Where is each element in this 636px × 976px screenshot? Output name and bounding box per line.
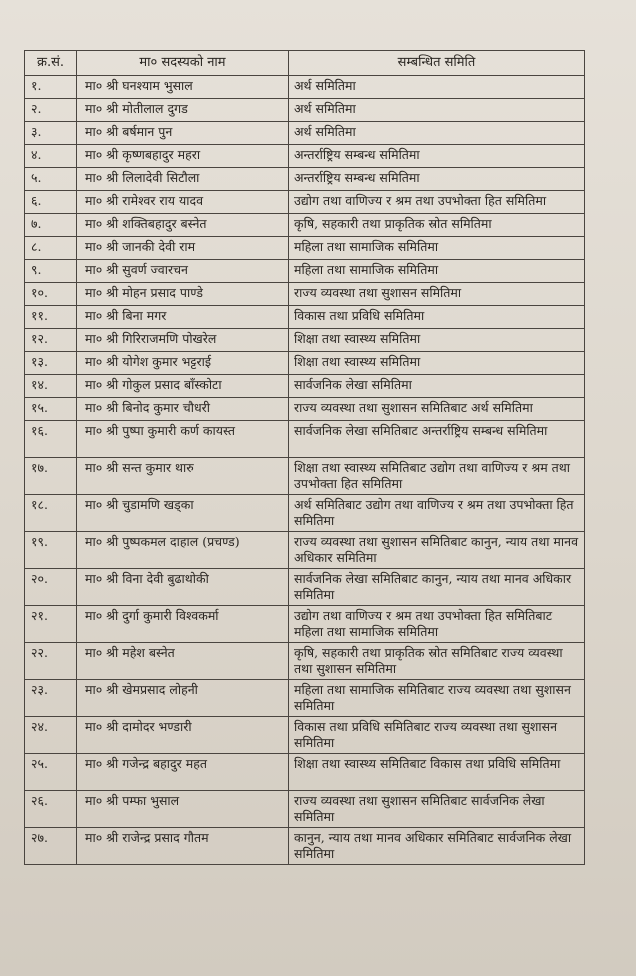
serial-cell: ४. [25, 145, 77, 168]
table-row [25, 306, 585, 329]
serial-cell: ११. [25, 306, 77, 329]
serial-cell: १५. [25, 398, 77, 421]
serial-cell: १९. [25, 532, 77, 569]
committee-cell: सार्वजनिक लेखा समितिबाट अन्तर्राष्ट्रिय सम्बन्ध समितिमा [289, 421, 585, 458]
committee-cell: उद्योग तथा वाणिज्य र श्रम तथा उपभोक्ता हित समितिमा [289, 191, 585, 214]
member-name-cell: मा० श्री बिनोद कुमार चौधरी [77, 398, 289, 421]
committee-cell: शिक्षा तथा स्वास्थ्य समितिमा [289, 352, 585, 375]
serial-cell: १२. [25, 329, 77, 352]
table-row [25, 458, 585, 495]
committee-table [24, 50, 585, 865]
table-row [25, 283, 585, 306]
serial-cell: ९. [25, 260, 77, 283]
serial-cell: ५. [25, 168, 77, 191]
member-name-cell: मा० श्री सन्त कुमार थारु [77, 458, 289, 495]
committee-cell: कृषि, सहकारी तथा प्राकृतिक स्रोत समितिमा [289, 214, 585, 237]
table-row [25, 352, 585, 375]
committee-cell: राज्य व्यवस्था तथा सुशासन समितिबाट कानुन, न्याय तथा मानव अधिकार समितिमा [289, 532, 585, 569]
committee-cell: अर्थ समितिमा [289, 99, 585, 122]
member-name-cell: मा० श्री विना देवी बुढाथोकी [77, 569, 289, 606]
committee-cell: अर्थ समितिमा [289, 76, 585, 99]
table-row [25, 168, 585, 191]
committee-cell: राज्य व्यवस्था तथा सुशासन समितिबाट अर्थ समितिमा [289, 398, 585, 421]
table-row [25, 606, 585, 643]
member-name-cell: मा० श्री खेमप्रसाद लोहनी [77, 680, 289, 717]
table-row [25, 398, 585, 421]
member-name-cell: मा० श्री महेश बस्नेत [77, 643, 289, 680]
member-name-cell: मा० श्री शक्तिबहादुर बस्नेत [77, 214, 289, 237]
member-name-cell: मा० श्री रामेश्वर राय यादव [77, 191, 289, 214]
member-name-cell: मा० श्री दामोदर भण्डारी [77, 717, 289, 754]
member-name-cell: मा० श्री बर्षमान पुन [77, 122, 289, 145]
member-name-cell: मा० श्री योगेश कुमार भट्टराई [77, 352, 289, 375]
serial-cell: ३. [25, 122, 77, 145]
committee-cell: उद्योग तथा वाणिज्य र श्रम तथा उपभोक्ता हित समितिबाट महिला तथा सामाजिक समितिमा [289, 606, 585, 643]
serial-cell: १. [25, 76, 77, 99]
serial-cell: १४. [25, 375, 77, 398]
table-row [25, 717, 585, 754]
member-name-cell: मा० श्री बिना मगर [77, 306, 289, 329]
committee-cell: सार्वजनिक लेखा समितिमा [289, 375, 585, 398]
committee-cell: शिक्षा तथा स्वास्थ्य समितिबाट विकास तथा प्रविधि समितिमा [289, 754, 585, 791]
committee-cell: महिला तथा सामाजिक समितिमा [289, 260, 585, 283]
table-row [25, 76, 585, 99]
serial-cell: १७. [25, 458, 77, 495]
member-name-cell: मा० श्री चुडामणि खड्का [77, 495, 289, 532]
serial-cell: १८. [25, 495, 77, 532]
serial-cell: २६. [25, 791, 77, 828]
member-name-cell: मा० श्री सुवर्ण ज्वारचन [77, 260, 289, 283]
member-name-cell: मा० श्री पुष्पकमल दाहाल (प्रचण्ड) [77, 532, 289, 569]
committee-cell: महिला तथा सामाजिक समितिमा [289, 237, 585, 260]
table-row [25, 532, 585, 569]
table-row [25, 495, 585, 532]
table-row [25, 421, 585, 458]
committee-cell: शिक्षा तथा स्वास्थ्य समितिमा [289, 329, 585, 352]
member-name-cell: मा० श्री जानकी देवी राम [77, 237, 289, 260]
serial-cell: ६. [25, 191, 77, 214]
committee-cell: राज्य व्यवस्था तथा सुशासन समितिबाट सार्वजनिक लेखा समितिमा [289, 791, 585, 828]
table-row [25, 680, 585, 717]
member-name-cell: मा० श्री पम्फा भुसाल [77, 791, 289, 828]
serial-cell: ७. [25, 214, 77, 237]
committee-cell: विकास तथा प्रविधि समितिमा [289, 306, 585, 329]
committee-cell: कानुन, न्याय तथा मानव अधिकार समितिबाट सार्वजनिक लेखा समितिमा [289, 828, 585, 865]
header-member-name: मा० सदस्यको नाम [77, 51, 289, 76]
serial-cell: २७. [25, 828, 77, 865]
member-name-cell: मा० श्री घनश्याम भुसाल [77, 76, 289, 99]
table-row [25, 828, 585, 865]
committee-cell: शिक्षा तथा स्वास्थ्य समितिबाट उद्योग तथा वाणिज्य र श्रम तथा उपभोक्ता हित समितिमा [289, 458, 585, 495]
member-name-cell: मा० श्री लिलादेवी सिटौला [77, 168, 289, 191]
member-name-cell: मा० श्री कृष्णबहादुर महरा [77, 145, 289, 168]
committee-cell: सार्वजनिक लेखा समितिबाट कानुन, न्याय तथा मानव अधिकार समितिमा [289, 569, 585, 606]
committee-cell: अन्तर्राष्ट्रिय सम्बन्ध समितिमा [289, 168, 585, 191]
table-row [25, 643, 585, 680]
committee-cell: अर्थ समितिबाट उद्योग तथा वाणिज्य र श्रम तथा उपभोक्ता हित समितिमा [289, 495, 585, 532]
table-row [25, 329, 585, 352]
table-row [25, 99, 585, 122]
table-header-row [25, 51, 585, 76]
committee-cell: विकास तथा प्रविधि समितिबाट राज्य व्यवस्था तथा सुशासन समितिमा [289, 717, 585, 754]
member-name-cell: मा० श्री पुष्पा कुमारी कर्ण कायस्त [77, 421, 289, 458]
table-row [25, 145, 585, 168]
serial-cell: २१. [25, 606, 77, 643]
serial-cell: २३. [25, 680, 77, 717]
serial-cell: २०. [25, 569, 77, 606]
table-row [25, 191, 585, 214]
member-name-cell: मा० श्री मोतीलाल दुगड [77, 99, 289, 122]
serial-cell: २५. [25, 754, 77, 791]
serial-cell: १०. [25, 283, 77, 306]
member-name-cell: मा० श्री गोकुल प्रसाद बाँस्कोटा [77, 375, 289, 398]
committee-cell: महिला तथा सामाजिक समितिबाट राज्य व्यवस्था तथा सुशासन समितिमा [289, 680, 585, 717]
member-name-cell: मा० श्री राजेन्द्र प्रसाद गौतम [77, 828, 289, 865]
table-row [25, 569, 585, 606]
table-row [25, 375, 585, 398]
header-serial: क्र.सं. [25, 51, 77, 76]
table-row [25, 214, 585, 237]
serial-cell: २. [25, 99, 77, 122]
serial-cell: ८. [25, 237, 77, 260]
member-name-cell: मा० श्री दुर्गा कुमारी विश्वकर्मा [77, 606, 289, 643]
committee-cell: अन्तर्राष्ट्रिय सम्बन्ध समितिमा [289, 145, 585, 168]
header-committee: सम्बन्धित समिति [289, 51, 585, 76]
serial-cell: २२. [25, 643, 77, 680]
table-row [25, 122, 585, 145]
committee-cell: कृषि, सहकारी तथा प्राकृतिक स्रोत समितिबाट राज्य व्यवस्था तथा सुशासन समितिमा [289, 643, 585, 680]
member-name-cell: मा० श्री गजेन्द्र बहादुर महत [77, 754, 289, 791]
committee-cell: अर्थ समितिमा [289, 122, 585, 145]
table-row [25, 791, 585, 828]
serial-cell: २४. [25, 717, 77, 754]
committee-cell: राज्य व्यवस्था तथा सुशासन समितिमा [289, 283, 585, 306]
table-row [25, 754, 585, 791]
serial-cell: १६. [25, 421, 77, 458]
member-name-cell: मा० श्री मोहन प्रसाद पाण्डे [77, 283, 289, 306]
member-name-cell: मा० श्री गिरिराजमणि पोखरेल [77, 329, 289, 352]
table-row [25, 237, 585, 260]
table-row [25, 260, 585, 283]
serial-cell: १३. [25, 352, 77, 375]
